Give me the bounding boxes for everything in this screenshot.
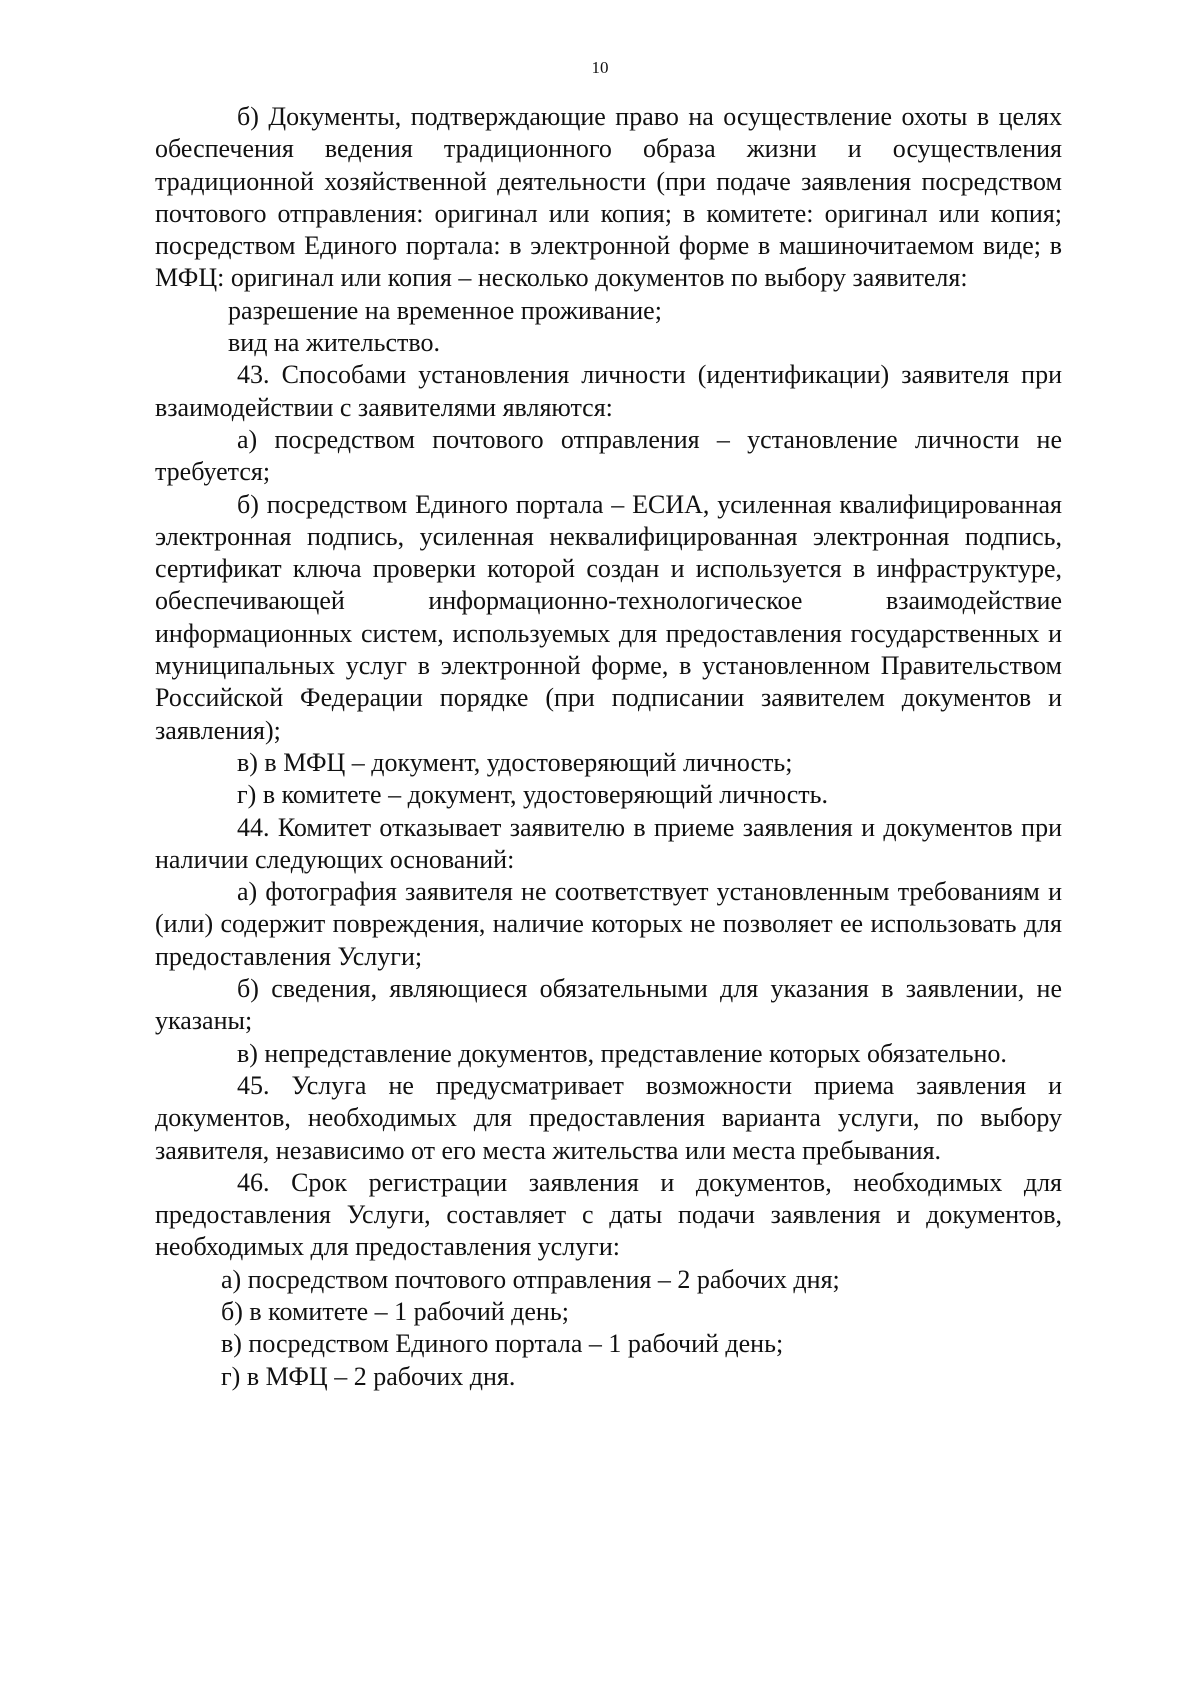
clause-46-item-g: г) в МФЦ – 2 рабочих дня. <box>221 1361 516 1391</box>
document-body <box>155 101 1062 1393</box>
clause-46-item-v: в) посредством Единого портала – 1 рабочий день; <box>221 1329 784 1359</box>
clause-43-item-v: в) в МФЦ – документ, удостоверяющий личность; <box>237 747 793 777</box>
page-number: 10 <box>591 58 609 77</box>
clause-44-item-v: в) непредставление документов, представление которых обязательно. <box>237 1038 1007 1068</box>
clause-43: 43. Способами установления личности (идентификации) заявителя при взаимодействии с заявителями являются: <box>155 360 1062 422</box>
clause-46-item-a: а) посредством почтового отправления – 2 рабочих дня; <box>221 1264 840 1294</box>
clause-46: 46. Срок регистрации заявления и документов, необходимых для предоставления Услуги, составляет с даты подачи заявления и документов, необходимых для предоставления услуги: <box>155 1167 1062 1262</box>
clause-44: 44. Комитет отказывает заявителю в приеме заявления и документов при наличии следующих оснований: <box>155 812 1062 874</box>
clause-44-item-a: а) фотография заявителя не соответствует установленным требованиям и (или) содержит повреждения, наличие которых не позволяет ее использовать для предоставления Услуги; <box>155 877 1062 971</box>
clause-43-item-a: а) посредством почтового отправления – установление личности не требуется; <box>155 424 1062 487</box>
paragraph-documents-right-to-hunt: б) Документы, подтверждающие право на осуществление охоты в целях обеспечения ведения традиционного образа жизни и осуществления традиционной хозяйственной деятельности (при подаче заявления посредством почтового отправления: оригинал или копия; в комитете: оригинал или копия; посредством Единого портала: в электронной форме в машиночитаемом виде; в МФЦ: оригинал или копия – несколько документов по выбору заявителя: <box>155 102 1062 293</box>
clause-46-item-b: б) в комитете – 1 рабочий день; <box>221 1296 569 1326</box>
list-item-temporary-residence: разрешение на временное проживание; <box>228 295 662 325</box>
clause-45: 45. Услуга не предусматривает возможности приема заявления и документов, необходимых для предоставления варианта услуги, по выбору заявителя, независимо от его места жительства или места пребывания. <box>155 1070 1062 1165</box>
clause-44-item-b: б) сведения, являющиеся обязательными для указания в заявлении, не указаны; <box>155 974 1062 1036</box>
list-item-residence-permit: вид на жительство. <box>228 328 440 358</box>
clause-43-item-g: г) в комитете – документ, удостоверяющий личность. <box>237 780 829 810</box>
clause-43-item-b: б) посредством Единого портала – ЕСИА, усиленная квалифицированная электронная подпись, усиленная неквалифицированная электронная подпись, сертификат ключа проверки которой создан и используется в инфраструктуре, обеспечивающей информационно-технологическое взаимодействие информационных систем, используемых для предоставления государственных и муниципальных услуг в электронной форме, в установленном Правительством Российской Федерации порядке (при подписании заявителем документов и заявления); <box>155 489 1062 745</box>
